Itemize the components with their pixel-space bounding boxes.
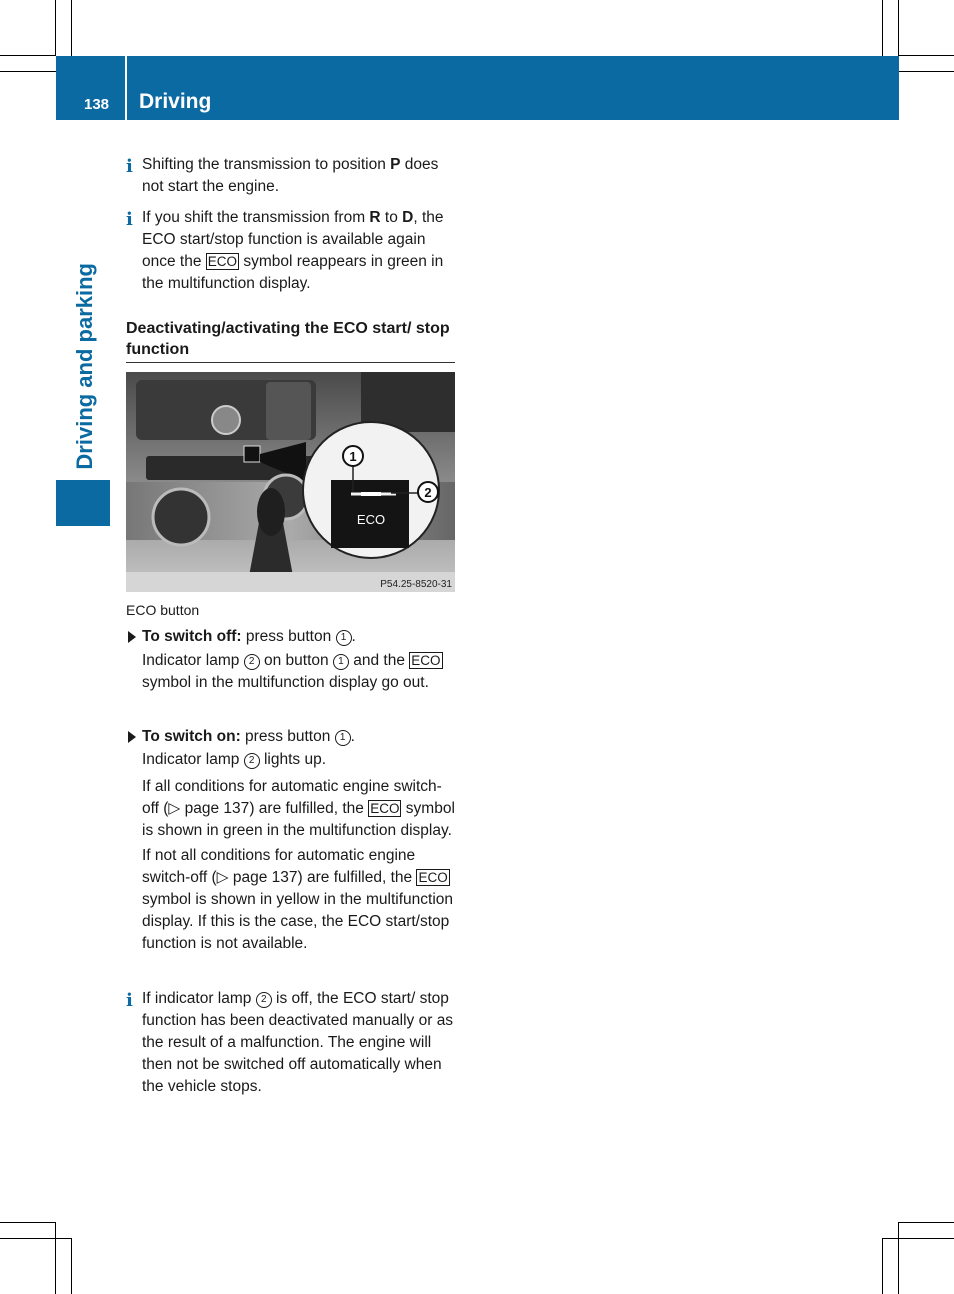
step-switch-on [126, 726, 456, 955]
side-tab-marker [56, 480, 110, 526]
eco-symbol: ECO [370, 801, 400, 816]
figure-ref-code: P54.25-8520-31 [380, 579, 452, 590]
figure-label-2: 2 [424, 485, 432, 500]
bullet-arrow-icon [128, 631, 136, 643]
callout-2-icon: 2 [244, 753, 260, 769]
page-header [56, 56, 899, 120]
crop-mark [882, 1238, 954, 1239]
figure-label-1: 1 [349, 449, 357, 464]
crop-mark [55, 1222, 56, 1294]
info-note-3 [126, 988, 456, 1098]
section-heading: Deactivating/activating the ECO start/ stop function [126, 318, 455, 363]
figure-caption: ECO button [126, 602, 200, 618]
bullet-arrow-icon [128, 731, 136, 743]
eco-symbol: ECO [418, 870, 448, 885]
info-note-3-text: If indicator lamp 2 is off, the ECO start/ stop function has been deactivated manually or as the result of a malfunction. The engine will then not be switched off automatically when the vehicle stops. [142, 990, 454, 1095]
crop-mark [0, 1222, 56, 1223]
crop-mark [0, 71, 56, 72]
crop-mark [882, 1238, 883, 1294]
crop-mark [0, 55, 56, 56]
step-switch-on-text: To switch on: press button 1 . Indicator lamp 2 lights up. If all conditions for automatic engine switch-off (▷ page 137) are fulfilled, the ECO symbol is shown in green in the multifunction display. If not all conditions for automatic engine switch-off (▷ page 137) are fulfilled, the ECO symbol is shown in yellow in the multifunction display. If this is the case, the ECO start/stop function is not available. [126, 726, 456, 955]
crop-mark [898, 1222, 899, 1294]
crop-mark [71, 0, 72, 56]
eco-symbol: ECO [411, 653, 441, 668]
info-icon: i [126, 209, 133, 230]
page-reference-link[interactable]: ▷ page 137 [168, 800, 250, 817]
info-note-1 [126, 154, 456, 198]
side-tab [56, 120, 110, 526]
condition-not-fulfilled-paragraph: If not all conditions for automatic engine switch-off (▷ page 137) are fulfilled, the ECO symbol is shown in yellow in the multifunction display. If this is the case, the ECO start/stop function is not available. [142, 847, 453, 952]
crop-mark [898, 1222, 954, 1223]
info-note-2-text: If you shift the transmission from R to D, the ECO start/stop function is available again once the ECO symbol reappears in green in the multifunction display. [142, 209, 444, 292]
callout-1-icon: 1 [335, 730, 351, 746]
step-switch-off-text: To switch off: press button 1 . Indicator lamp 2 on button 1 and the ECO symbol in the multifunction display go out. [142, 628, 441, 691]
crop-mark [882, 0, 883, 56]
figure-eco-text: ECO [356, 512, 386, 527]
callout-1-icon: 1 [333, 654, 349, 670]
side-tab-label-wrap [58, 120, 112, 470]
crop-mark [899, 55, 954, 56]
crop-mark [55, 0, 56, 56]
eco-button-photo [126, 372, 455, 592]
crop-mark [899, 71, 954, 72]
info-icon: i [126, 156, 133, 177]
crop-mark [898, 0, 899, 56]
header-divider [125, 56, 127, 120]
crop-mark [71, 1238, 72, 1294]
crop-mark [0, 1238, 72, 1239]
step-switch-off [126, 626, 456, 694]
info-note-1-text: Shifting the transmission to position P does not start the engine. [142, 156, 439, 195]
condition-fulfilled-paragraph: If all conditions for automatic engine switch-off (▷ page 137) are fulfilled, the ECO symbol is shown in green in the multifunction display. [142, 778, 455, 839]
chapter-title: Driving [139, 90, 212, 113]
page-number: 138 [84, 96, 110, 113]
callout-2-icon: 2 [256, 992, 272, 1008]
eco-symbol: ECO [207, 254, 238, 269]
info-note-2 [126, 207, 456, 295]
callout-1-icon: 1 [336, 630, 352, 646]
info-icon: i [126, 990, 133, 1011]
side-tab-label: Driving and parking [72, 263, 97, 470]
page-reference-link[interactable]: ▷ page 137 [216, 869, 298, 886]
callout-2-icon: 2 [244, 654, 260, 670]
